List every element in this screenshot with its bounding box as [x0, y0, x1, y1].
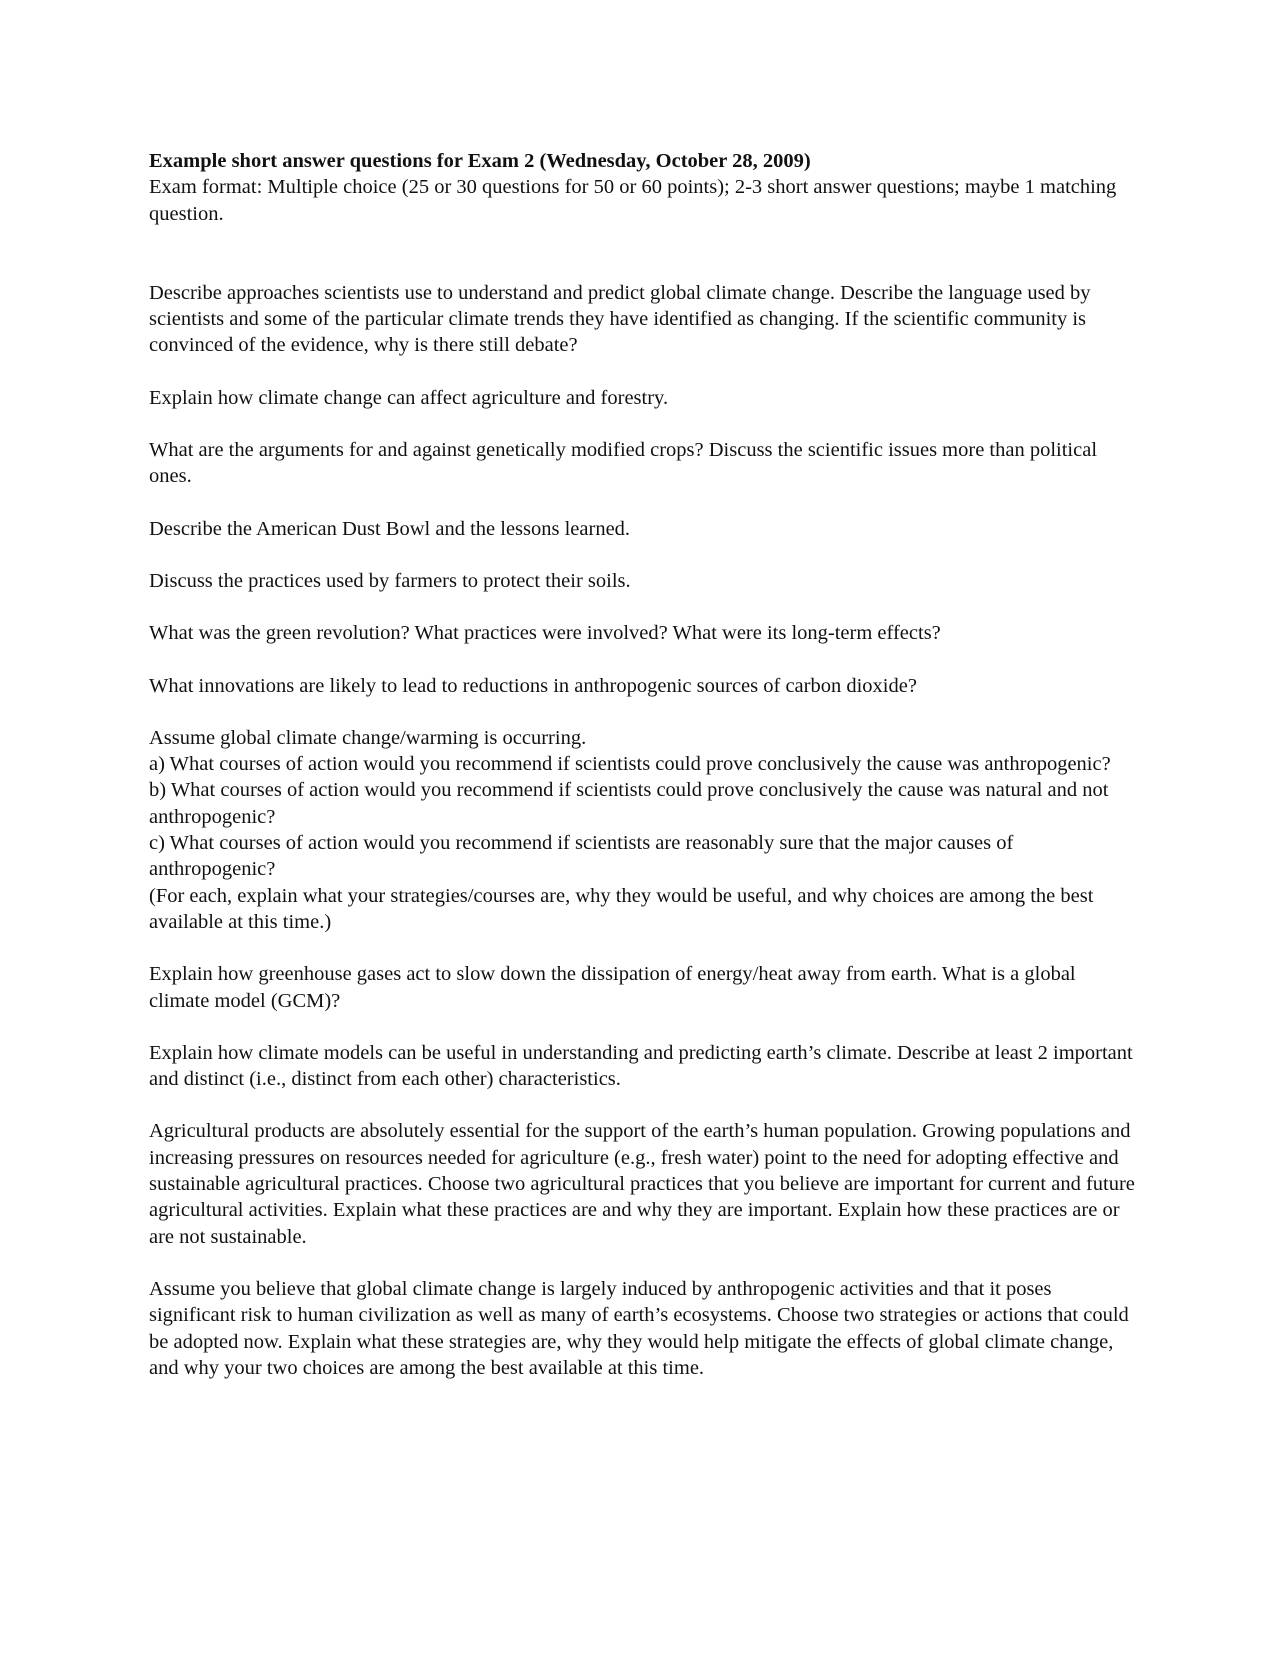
question-9 — [149, 961, 1139, 1014]
document-page — [149, 148, 1139, 1407]
question-12 — [149, 1276, 1139, 1381]
question-2 — [149, 385, 1139, 411]
question-intro: Assume global climate change/warming is occurring. — [149, 726, 587, 749]
question-part-c: c) What courses of action would you recommend if scientists are reasonably sure that the major causes of anthropogenic? — [149, 832, 1014, 881]
question-text: What are the arguments for and against genetically modified crops? Discuss the scientific issues more than political ones. — [149, 439, 1098, 488]
question-6 — [149, 620, 1139, 646]
question-5 — [149, 568, 1139, 594]
question-text: What was the green revolution? What practices were involved? What were its long-term effects? — [149, 622, 941, 645]
question-8 — [149, 725, 1139, 935]
question-11 — [149, 1118, 1139, 1249]
question-text: Describe the American Dust Bowl and the lessons learned. — [149, 517, 631, 540]
question-4 — [149, 516, 1139, 542]
question-10 — [149, 1040, 1139, 1093]
question-1 — [149, 280, 1139, 359]
question-text: Explain how climate change can affect agriculture and forestry. — [149, 386, 669, 409]
question-note: (For each, explain what your strategies/courses are, why they would be useful, and why choices are among the best available at this time.) — [149, 884, 1094, 933]
question-text: Agricultural products are absolutely essential for the support of the earth’s human population. Growing populations and increasing pressures on resources needed for agriculture (e.g., fresh water) point to the need for adopting effective and sustainable agricultural practices. Choose two agricultural practices that you believe are important for current and future agricultural activities. Explain what these practices are and why they are important. Explain how these practices are or are not sustainable. — [149, 1120, 1135, 1248]
question-part-a: a) What courses of action would you recommend if scientists could prove conclusively the cause was anthropogenic? — [149, 753, 1111, 776]
document-title: Example short answer questions for Exam 2 (Wednesday, October 28, 2009) — [149, 150, 811, 172]
question-7 — [149, 673, 1139, 699]
question-text: Explain how greenhouse gases act to slow down the dissipation of energy/heat away from earth. What is a global climate model (GCM)? — [149, 963, 1076, 1012]
question-part-b: b) What courses of action would you recommend if scientists could prove conclusively the cause was natural and not anthropogenic? — [149, 779, 1109, 828]
question-text: Explain how climate models can be useful in understanding and predicting earth’s climate. Describe at least 2 important and distinct (i.e., distinct from each other) characteristics. — [149, 1041, 1133, 1091]
exam-format: Exam format: Multiple choice (25 or 30 questions for 50 or 60 points); 2-3 short answer questions; maybe 1 matching question. — [149, 176, 1117, 225]
question-text: Describe approaches scientists use to understand and predict global climate change. Describe the language used by scientists and some of the particular climate trends they have identified as changing. If the scientific community is convinced of the evidence, why is there still debate? — [149, 281, 1091, 357]
question-3 — [149, 437, 1139, 490]
question-text: Discuss the practices used by farmers to protect their soils. — [149, 569, 631, 592]
question-text: Assume you believe that global climate change is largely induced by anthropogenic activities and that it poses significant risk to human civilization as well as many of earth’s ecosystems. Choose two strategies or actions that could be adopted now. Explain what these strategies are, why they would help mitigate the effects of global climate change, and why your two choices are among the best available at this time. — [149, 1277, 1129, 1379]
question-list — [149, 280, 1139, 1381]
question-text: What innovations are likely to lead to reductions in anthropogenic sources of carbon dioxide? — [149, 674, 917, 697]
